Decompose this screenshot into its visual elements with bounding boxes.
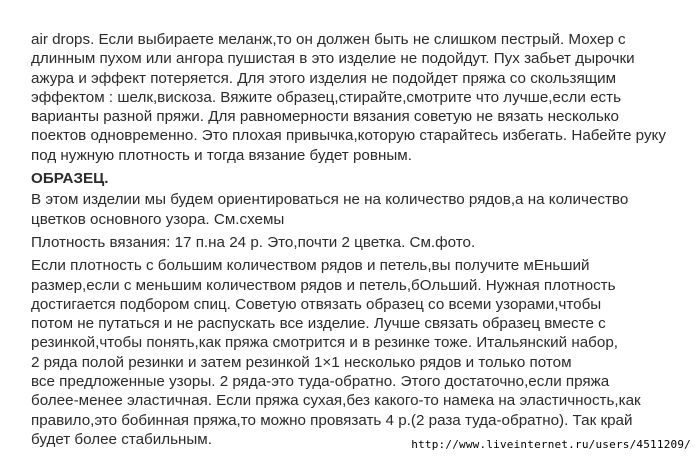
paragraph-swatch-advice bbox=[31, 256, 696, 449]
text-line: Плотность вязания: 17 п.на 24 р. Это,почти 2 цветка. См.фото. bbox=[31, 233, 476, 251]
text-line: air drops. Если выбираете меланж,то он должен быть не слишком пестрый. Мохер с bbox=[31, 31, 626, 48]
text-line: под нужную плотность и тогда вязание будет ровным. bbox=[31, 146, 412, 164]
paragraph-orientation bbox=[31, 190, 696, 229]
text-line: будет более стабильным. bbox=[31, 430, 212, 448]
text-line: более-менее эластичная. Если пряжа сухая,без какого-то намека на эластичность,как bbox=[31, 392, 641, 410]
text-line: длинным пухом или ангора пушистая в это изделие не подойдут. Пух забьет дырочки bbox=[31, 50, 635, 68]
text-line: правило,это бобинная пряжа,то можно провязать 4 р.(2 раза туда-обратно). Так край bbox=[31, 411, 633, 429]
text-line: цветков основного узора. См.схемы bbox=[31, 210, 285, 228]
paragraph-yarn-advice bbox=[31, 30, 696, 165]
paragraph-gauge bbox=[31, 233, 696, 252]
document-body bbox=[31, 30, 696, 449]
text-line: 2 ряда полой резинки и затем резинкой 1×1 несколько рядов и только потом bbox=[31, 353, 572, 371]
text-line: поектов одновременно. Это плохая привычка,которую старайтесь избегать. Набейте руку bbox=[31, 127, 666, 145]
text-line: потом не путаться и не распускать все изделие. Лучше связать образец вместе с bbox=[31, 315, 606, 333]
text-line: размер,если с меньшим количеством рядов и петель,бОльший. Нужная плотность bbox=[31, 276, 616, 294]
text-line: достигается подбором спиц. Советую отвязать образец со всеми узорами,чтобы bbox=[31, 295, 602, 313]
section-heading: ОБРАЗЕЦ. bbox=[31, 170, 109, 188]
text-line: В этом изделии мы будем ориентироваться не на количество рядов,а на количество bbox=[31, 191, 629, 209]
text-line: все предложенные узоры. 2 ряда-это туда-обратно. Этого достаточно,если пряжа bbox=[31, 373, 610, 391]
text-line: ажура и эффект потеряется. Для этого изделия не подойдет пряжа со скользящим bbox=[31, 69, 617, 87]
text-line: эффектом : шелк,вискоза. Вяжите образец,стирайте,смотрите что лучше,если есть bbox=[31, 88, 622, 106]
source-url-watermark: http://www.liveinternet.ru/users/4511209/ bbox=[411, 438, 691, 451]
text-line: резинкой,чтобы понять,как пряжа смотрится и в резинке тоже. Итальянский набор, bbox=[31, 334, 618, 352]
text-line: варианты разной пряжи. Для равномерности вязания советую не вязать несколько bbox=[31, 108, 619, 126]
text-line: Если плотность с большим количеством рядов и петель,вы получите мЕньший bbox=[31, 257, 590, 275]
